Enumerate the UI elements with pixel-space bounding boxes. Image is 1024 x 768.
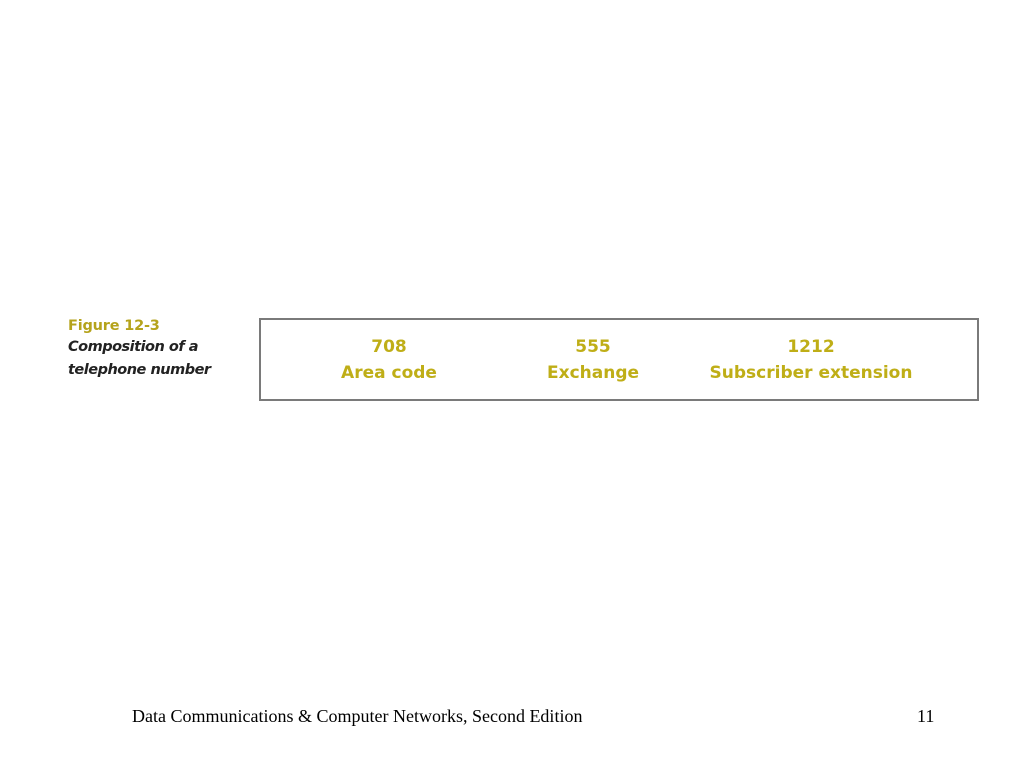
page-number: 11: [917, 706, 935, 726]
area-code-label: Area code: [341, 363, 437, 383]
figure-caption-line-2: telephone number: [68, 362, 211, 378]
figure-caption: [68, 316, 248, 382]
subscriber-extension-label: Subscriber extension: [709, 363, 913, 383]
figure-label: Figure 12-3: [68, 318, 160, 334]
exchange-label: Exchange: [546, 363, 640, 383]
area-code-field: [341, 334, 437, 386]
telephone-number-figure: [259, 318, 979, 401]
exchange-digits: 555: [575, 337, 611, 357]
subscriber-extension-digits: 1212: [787, 337, 835, 357]
figure-caption-line-1: Composition of a: [68, 339, 198, 355]
exchange-field: [547, 334, 639, 386]
footer-title: Data Communications & Computer Networks, Second Edition: [132, 706, 583, 726]
subscriber-extension-field: [710, 334, 913, 386]
area-code-digits: 708: [371, 337, 407, 357]
